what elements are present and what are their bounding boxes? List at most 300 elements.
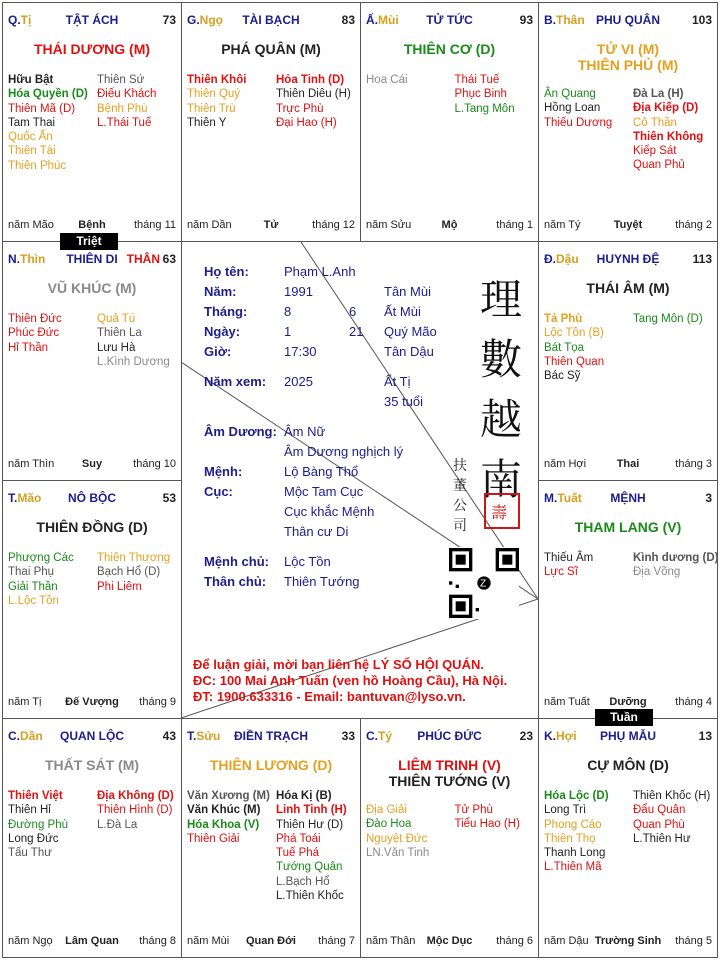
minor-star: Kình dương (D) <box>633 552 719 564</box>
main-stars <box>361 757 538 789</box>
palace-life-stage: Thai <box>616 458 640 470</box>
minor-stars-right <box>633 312 703 326</box>
minor-star: Thiên Đức <box>8 313 62 325</box>
main-stars <box>539 41 717 73</box>
main-star: CỰ MÔN (D) <box>587 757 669 773</box>
palace-year: năm Thìn <box>8 458 55 470</box>
main-star: THẤT SÁT (M) <box>44 757 140 773</box>
minor-star: Thiên Hư (D) <box>276 818 344 831</box>
month-canchi: Ất Mùi <box>384 304 421 319</box>
year-value: 1991 <box>284 284 313 299</box>
minor-star: Đại Hao (H) <box>276 116 337 129</box>
minor-star: Kiếp Sát <box>633 145 677 158</box>
minor-star: Tử Phù <box>454 804 493 816</box>
palace-month: tháng 12 <box>312 219 355 231</box>
minor-star: Tướng Quân <box>276 861 343 874</box>
body-ruler-label: Thân chủ: <box>204 574 267 589</box>
destiny-label: Mệnh: <box>204 464 243 479</box>
minor-stars-left <box>544 87 612 130</box>
palace-month: tháng 11 <box>133 219 176 231</box>
minor-star: Lưu Hà <box>97 341 136 354</box>
palace-year: năm Dần <box>187 219 232 231</box>
minor-star: Phục Binh <box>454 88 507 101</box>
palace-phụ-mẫu[interactable] <box>538 718 718 958</box>
main-star: VŨ KHÚC (M) <box>47 280 137 296</box>
palace-footer <box>366 219 533 233</box>
main-stars <box>3 41 181 57</box>
palace-footer <box>366 935 533 949</box>
palace-header <box>8 491 176 507</box>
minor-star: Hoa Cái <box>366 74 408 86</box>
palace-name: PHỤ MẪU <box>600 729 656 743</box>
main-stars <box>3 519 181 535</box>
palace-age-number: 63 <box>162 252 176 266</box>
minor-star: Hữu Bật <box>8 74 54 86</box>
minor-star: Lộc Tồn (B) <box>544 327 604 340</box>
year-label: Năm: <box>204 284 237 299</box>
palace-header <box>8 729 176 745</box>
destiny-ruler-label: Mệnh chủ: <box>204 554 269 569</box>
palace-life-stage: Tuyệt <box>613 219 643 231</box>
palace-thiên-di[interactable] <box>2 241 182 481</box>
minor-star: Long Trì <box>544 804 587 817</box>
view-year-label: Năm xem: <box>204 374 267 389</box>
minor-stars-left <box>8 789 68 860</box>
body-position: Thân cư Di <box>284 524 349 539</box>
minor-star: Thiên Hình (D) <box>97 804 173 817</box>
palace-name: ĐIỀN TRẠCH <box>234 729 308 743</box>
main-star: THIÊN ĐỒNG (D) <box>36 519 148 535</box>
cuc-value: Mộc Tam Cục <box>284 484 364 499</box>
minor-star: Tả Phù <box>544 313 583 325</box>
main-star: THIÊN PHỦ (M) <box>577 57 679 73</box>
minor-star: Phúc Đức <box>8 327 60 340</box>
palace-name: HUYNH ĐỆ <box>596 252 660 266</box>
month-label: Tháng: <box>204 304 248 319</box>
palace-year: năm Dậu <box>544 935 589 947</box>
minor-star: Địa Không (D) <box>97 790 174 802</box>
minor-star: Thiếu Dương <box>544 116 613 129</box>
minor-stars-right <box>633 87 703 173</box>
main-stars <box>361 41 538 57</box>
minor-stars-left <box>8 312 62 355</box>
day-canchi: Quý Mão <box>384 324 437 339</box>
palace-header <box>544 491 712 507</box>
palace-footer <box>8 696 176 710</box>
minor-star: Hóa Khoa (V) <box>187 818 260 831</box>
minor-star: Thiên Tài <box>8 145 56 158</box>
minor-stars-left <box>544 312 604 383</box>
palace-month: tháng 10 <box>133 458 176 470</box>
main-stars <box>539 519 717 535</box>
palace-year: năm Tý <box>544 219 581 231</box>
minor-star: Địa Kiếp (D) <box>633 102 699 115</box>
palace-can-chi: Q.Tị <box>8 13 32 27</box>
minor-stars-left <box>187 789 270 846</box>
minor-star: Quả Tú <box>97 313 136 325</box>
minor-star: Long Đức <box>8 832 59 845</box>
red-seal-stamp <box>449 450 531 542</box>
minor-stars-right <box>97 73 156 130</box>
minor-stars-left <box>366 803 429 860</box>
minor-star: Phong Cáo <box>544 818 602 831</box>
view-year-value: 2025 <box>284 374 313 389</box>
destiny-value: Lộ Bàng Thổ <box>284 464 359 479</box>
contact-line-1: Để luận giải, mời bạn liên hệ LÝ SỐ HỘI QUÁN. <box>193 657 484 672</box>
palace-name: PHÚC ĐỨC <box>417 729 482 743</box>
main-stars <box>539 280 717 296</box>
minor-star: Thiên Khôi <box>187 74 247 86</box>
minor-stars-right <box>97 312 170 369</box>
palace-month: tháng 6 <box>496 935 533 947</box>
palace-header <box>8 252 176 268</box>
minor-star: L.Tang Môn <box>454 102 515 115</box>
minor-stars-left <box>8 73 88 173</box>
cuc-label: Cục: <box>204 484 233 499</box>
minor-star: Bệnh Phù <box>97 102 148 115</box>
palace-month: tháng 8 <box>139 935 176 947</box>
yinyang-label: Âm Dương: <box>204 424 277 439</box>
age-value: 35 tuổi <box>384 394 424 409</box>
hour-label: Giờ: <box>204 344 232 359</box>
body-ruler-value: Thiên Tướng <box>284 574 360 589</box>
minor-star: L.Đà La <box>97 818 138 831</box>
palace-footer <box>8 935 176 949</box>
palace-header <box>8 13 176 29</box>
palace-footer <box>544 935 712 949</box>
palace-year: năm Thân <box>366 935 416 947</box>
body-palace-marker: THÂN <box>126 252 160 266</box>
palace-life-stage: Tử <box>263 219 279 231</box>
minor-stars-right <box>633 789 710 846</box>
minor-star: Thiên Y <box>187 116 227 129</box>
palace-footer <box>544 219 712 233</box>
palace-tử-tức[interactable] <box>360 2 539 242</box>
palace-can-chi: T.Mão <box>8 491 42 505</box>
palace-life-stage: Mộc Dục <box>426 935 473 947</box>
year-canchi: Tân Mùi <box>384 284 431 299</box>
minor-star: Thiên Thương <box>97 552 171 564</box>
minor-star: Phá Toái <box>276 832 321 845</box>
minor-star: Hỉ Thần <box>8 341 49 354</box>
minor-star: Thiên Hỉ <box>8 804 51 817</box>
palace-name: QUAN LỘC <box>60 729 124 743</box>
palace-can-chi: G.Ngọ <box>187 13 223 27</box>
palace-age-number: 53 <box>162 491 176 505</box>
palace-header <box>187 13 355 29</box>
palace-age-number: 23 <box>519 729 533 743</box>
svg-text:公: 公 <box>453 498 467 514</box>
palace-age-number: 43 <box>162 729 176 743</box>
palace-age-number: 113 <box>692 252 712 266</box>
palace-life-stage: Lâm Quan <box>65 935 119 947</box>
palace-year: năm Ngọ <box>8 935 53 947</box>
palace-can-chi: C.Tý <box>366 729 393 743</box>
minor-star: Bát Tọa <box>544 341 585 354</box>
main-star: THAM LANG (V) <box>574 519 682 535</box>
palace-footer <box>544 458 712 472</box>
palace-huynh-đệ[interactable] <box>538 241 718 481</box>
palace-age-number: 3 <box>705 491 712 505</box>
minor-star: Thiên Không <box>633 130 704 143</box>
palace-life-stage: Bệnh <box>78 219 106 231</box>
main-star: THIÊN CƠ (D) <box>403 41 496 57</box>
minor-star: Quan Phù <box>633 818 685 831</box>
palace-can-chi: C.Dần <box>8 729 43 743</box>
main-stars <box>182 757 360 773</box>
minor-star: L.Lộc Tồn <box>8 594 59 607</box>
palace-header <box>366 13 533 29</box>
minor-star: Điếu Khách <box>97 88 157 101</box>
main-stars <box>182 41 360 57</box>
palace-month: tháng 1 <box>496 219 533 231</box>
minor-star: Tuế Phá <box>276 847 320 860</box>
tuan-marker: Tuần <box>595 709 653 726</box>
triet-marker: Triệt <box>60 233 118 250</box>
minor-star: Trực Phù <box>276 102 324 115</box>
main-star: THIÊN LƯƠNG (D) <box>209 757 333 773</box>
minor-star: Phượng Các <box>8 552 74 564</box>
month-solar: 8 <box>284 304 292 319</box>
main-stars <box>3 280 181 296</box>
palace-month: tháng 4 <box>675 696 712 708</box>
palace-year: năm Sửu <box>366 219 412 231</box>
minor-star: L.Thiên Khốc <box>276 890 344 903</box>
palace-year: năm Tuất <box>544 696 590 708</box>
minor-stars-left <box>544 551 593 580</box>
main-stars <box>3 757 181 773</box>
month-lunar: 6 <box>349 304 357 319</box>
palace-life-stage: Quan Đới <box>246 935 296 947</box>
palace-year: năm Mùi <box>187 935 230 947</box>
main-star: THÁI DƯƠNG (M) <box>33 41 151 57</box>
minor-star: Đà La (H) <box>633 88 684 100</box>
svg-text:司: 司 <box>453 518 467 534</box>
palace-footer <box>544 696 712 710</box>
minor-star: L.Thiên Mã <box>544 861 602 874</box>
minor-star: L.Thiên Hư <box>633 832 691 845</box>
minor-star: Ân Quang <box>544 88 596 100</box>
palace-tật-ách[interactable] <box>2 2 182 242</box>
palace-age-number: 73 <box>162 13 176 27</box>
minor-star: Thiếu Âm <box>544 552 594 564</box>
minor-star: Thiên Phúc <box>8 159 67 172</box>
palace-điền-trạch[interactable] <box>181 718 361 958</box>
minor-star: Thiên Giải <box>187 832 240 845</box>
minor-star: Linh Tinh (H) <box>276 804 347 817</box>
palace-mệnh[interactable] <box>538 480 718 719</box>
minor-stars-right <box>276 789 347 903</box>
palace-name: NÔ BỘC <box>68 491 116 505</box>
minor-star: Văn Xương (M) <box>187 790 270 802</box>
minor-star: Thiên Quan <box>544 355 605 368</box>
palace-phu-quân[interactable] <box>538 2 718 242</box>
main-star: THIÊN TƯỚNG (V) <box>388 773 511 789</box>
minor-stars-right <box>97 789 174 832</box>
palace-name: PHU QUÂN <box>595 13 660 27</box>
minor-star: LN.Văn Tinh <box>366 846 430 859</box>
view-year-canchi: Ất Tị <box>384 374 411 389</box>
palace-life-stage: Trường Sinh <box>594 935 662 947</box>
svg-text:壽: 壽 <box>491 503 508 522</box>
day-lunar: 21 <box>349 324 364 339</box>
palace-footer <box>8 219 176 233</box>
palace-can-chi: N.Thìn <box>8 252 46 266</box>
palace-header <box>187 729 355 745</box>
palace-year: năm Hợi <box>544 458 587 470</box>
minor-star: Giải Thần <box>8 580 58 593</box>
minor-stars-right <box>455 803 520 832</box>
minor-star: Thiên Sứ <box>97 74 145 86</box>
cuc-relation: Cục khắc Mệnh <box>284 504 375 519</box>
svg-text:Z: Z <box>480 578 487 590</box>
palace-name: TỬ TỨC <box>426 13 473 27</box>
minor-star: Phi Liêm <box>97 580 142 593</box>
minor-star: Văn Khúc (M) <box>187 804 261 817</box>
palace-footer <box>187 935 355 949</box>
palace-month: tháng 5 <box>675 935 712 947</box>
palace-name: MỆNH <box>610 491 646 505</box>
yinyang-value: Âm Nữ <box>284 424 326 439</box>
minor-star: Hóa Lộc (D) <box>544 790 609 802</box>
svg-text:扶: 扶 <box>453 458 467 474</box>
day-solar: 1 <box>284 324 292 339</box>
main-star: TỬ VI (M) <box>596 41 660 57</box>
minor-star: Tiểu Hao (H) <box>454 818 520 831</box>
contact-address: ĐC: 100 Mai Anh Tuấn (ven hồ Hoàng Cầu), Hà Nội. <box>193 673 508 688</box>
minor-star: L.Bạch Hổ <box>276 875 330 888</box>
minor-star: Cô Thần <box>633 116 677 129</box>
minor-star: Thanh Long <box>544 847 606 860</box>
palace-month: tháng 3 <box>675 458 712 470</box>
palace-footer <box>8 458 176 472</box>
minor-star: Thiên Diêu (H) <box>276 88 351 101</box>
palace-age-number: 13 <box>698 729 712 743</box>
palace-life-stage: Đế Vượng <box>65 696 119 708</box>
palace-name: TẬT ÁCH <box>65 13 119 27</box>
palace-tài-bạch[interactable] <box>181 2 361 242</box>
minor-star: Quan Phủ <box>633 159 685 172</box>
main-star: LIÊM TRINH (V) <box>398 757 501 773</box>
minor-stars-left <box>8 551 74 608</box>
palace-month: tháng 7 <box>318 935 355 947</box>
minor-star: Tam Thai <box>8 116 56 129</box>
minor-star: Thái Tuế <box>454 74 500 86</box>
minor-star: Lực Sĩ <box>544 566 578 579</box>
minor-star: Thai Phụ <box>8 566 55 579</box>
palace-can-chi: Ấ.Mùi <box>366 13 399 27</box>
destiny-ruler-value: Lộc Tồn <box>284 554 331 569</box>
day-label: Ngày: <box>204 324 241 339</box>
palace-age-number: 93 <box>519 13 533 27</box>
palace-life-stage: Mộ <box>441 219 458 231</box>
center-info-panel <box>181 242 538 718</box>
minor-stars-left <box>366 73 408 87</box>
minor-stars-right <box>97 551 170 594</box>
minor-star: Bạch Hổ (D) <box>97 566 161 579</box>
minor-stars-right <box>276 73 351 130</box>
minor-stars-right <box>455 73 515 116</box>
hour-canchi: Tân Dậu <box>384 344 434 359</box>
palace-year: năm Mão <box>8 219 54 231</box>
palace-can-chi: T.Sửu <box>187 729 221 743</box>
minor-star: Thiên Khốc (H) <box>633 790 711 802</box>
minor-star: Hóa Kị (B) <box>276 790 332 802</box>
minor-star: Hồng Loan <box>544 102 601 115</box>
qr-code[interactable] <box>449 547 519 619</box>
minor-star: Hỏa Tinh (D) <box>276 74 345 86</box>
palace-life-stage: Suy <box>81 458 103 470</box>
palace-month: tháng 9 <box>139 696 176 708</box>
minor-star: L.Kình Dương <box>97 355 170 368</box>
minor-stars-left <box>187 73 246 130</box>
contact-phone-email[interactable]: ĐT: 1900.633316 - Email: bantuvan@lyso.vn. <box>193 689 466 704</box>
palace-age-number: 83 <box>341 13 355 27</box>
palace-header <box>544 729 712 745</box>
minor-star: Thiên Việt <box>8 790 63 802</box>
palace-can-chi: K.Hợi <box>544 729 577 743</box>
minor-star: Hóa Quyền (D) <box>8 88 88 101</box>
palace-phúc-đức[interactable] <box>360 718 539 958</box>
svg-text:董: 董 <box>453 478 467 494</box>
palace-quan-lộc[interactable] <box>2 718 182 958</box>
minor-stars-right <box>633 551 718 580</box>
minor-star: Đẩu Quân <box>633 804 686 817</box>
minor-star: Thiên Mã (D) <box>8 102 76 115</box>
palace-footer <box>187 219 355 233</box>
palace-can-chi: Đ.Dậu <box>544 252 579 266</box>
contact-block <box>193 657 507 705</box>
calligraphy-logo: 理 數 越 南 <box>479 275 522 504</box>
hour-value: 17:30 <box>284 344 317 359</box>
main-star: THÁI ÂM (M) <box>586 280 670 296</box>
minor-star: Thiên La <box>97 327 142 340</box>
palace-life-stage: Dưỡng <box>609 696 647 708</box>
minor-star: Đào Hoa <box>366 818 412 831</box>
minor-star: Bác Sỹ <box>544 370 581 383</box>
minor-star: Tang Môn (D) <box>633 313 703 325</box>
minor-star: Quốc Ấn <box>8 131 53 144</box>
palace-name: THIÊN DI <box>66 252 118 266</box>
palace-header <box>366 729 533 745</box>
name-value: Phạm L.Anh <box>284 264 356 279</box>
palace-age-number: 33 <box>341 729 355 743</box>
palace-nô-bộc[interactable] <box>2 480 182 719</box>
palace-header <box>544 13 712 29</box>
minor-star: Tấu Thư <box>8 847 52 860</box>
minor-star: L.Thái Tuế <box>97 116 152 129</box>
main-star: PHÁ QUÂN (M) <box>221 41 321 57</box>
palace-year: năm Tị <box>8 696 42 708</box>
minor-star: Thiên Trù <box>187 102 236 115</box>
palace-age-number: 103 <box>691 13 712 27</box>
main-stars <box>539 757 717 773</box>
yinyang-note: Âm Dương nghịch lý <box>284 444 404 459</box>
minor-star: Nguyệt Đức <box>366 832 428 845</box>
minor-star: Địa Giải <box>366 804 407 816</box>
minor-star: Đường Phù <box>8 818 68 831</box>
palace-name: TÀI BẠCH <box>242 13 300 27</box>
minor-stars-left <box>544 789 609 875</box>
palace-header <box>544 252 712 268</box>
minor-star: Thiên Thọ <box>544 832 596 845</box>
palace-month: tháng 2 <box>675 219 712 231</box>
palace-can-chi: M.Tuất <box>544 491 582 505</box>
palace-can-chi: B.Thân <box>544 13 585 27</box>
name-label: Họ tên: <box>204 264 249 279</box>
minor-star: Thiên Quý <box>187 88 241 101</box>
minor-star: Địa Võng <box>633 566 681 579</box>
